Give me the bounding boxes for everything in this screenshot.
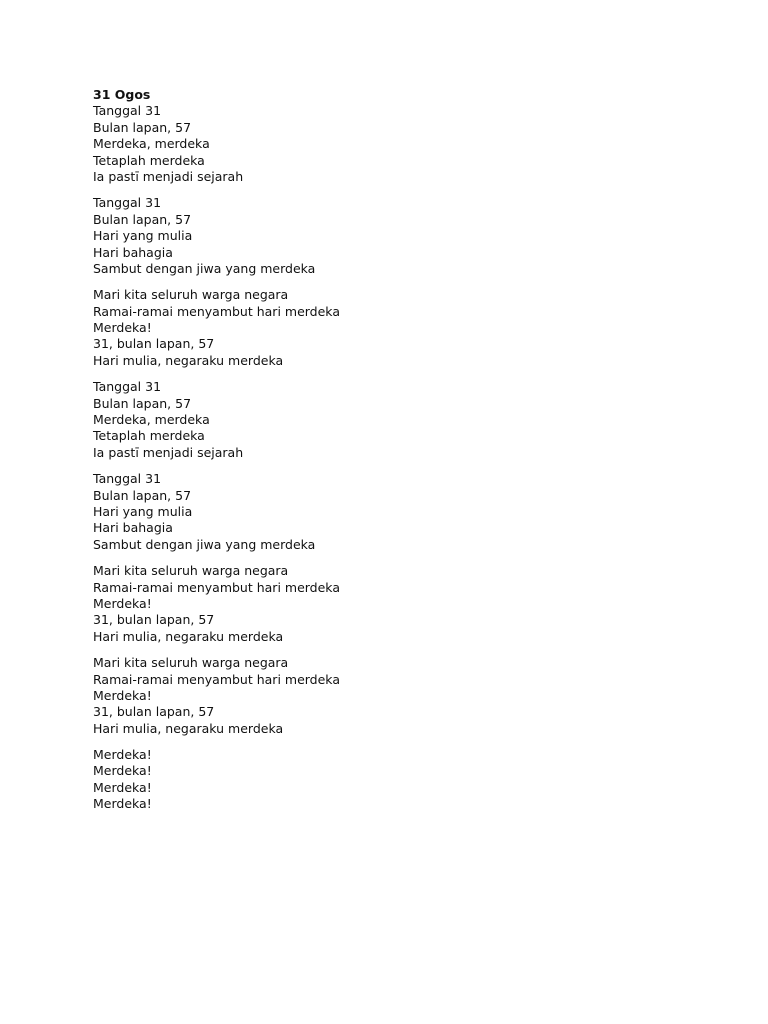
lyric-line: Hari yang mulia (93, 228, 193, 244)
lyric-line: Bulan lapan, 57 (93, 487, 192, 503)
lyric-line: Bulan lapan, 57 (93, 395, 192, 411)
lyric-line: Tetaplah merdeka (93, 152, 205, 168)
lyric-line: Merdeka, merdeka (93, 412, 210, 428)
lyric-line: Mari kita seluruh warga negara (93, 287, 289, 303)
lyrics-page (93, 87, 693, 823)
stanza-4 (93, 379, 693, 461)
lyric-line: Merdeka! (93, 779, 152, 795)
lyric-line: Tanggal 31 (93, 379, 162, 395)
lyric-line: Sambut dengan jiwa yang merdeka (93, 536, 316, 552)
lyric-line: Merdeka! (93, 796, 152, 812)
lyric-line: Merdeka, merdeka (93, 136, 210, 152)
lyric-line: Merdeka! (93, 595, 152, 611)
stanza-8 (93, 747, 693, 813)
lyrics-body (93, 103, 693, 812)
lyric-line: Hari mulia, negaraku merdeka (93, 628, 284, 644)
lyric-line: Hari bahagia (93, 244, 173, 260)
song-title: 31 Ogos (93, 87, 151, 102)
lyric-line: Hari bahagia (93, 520, 173, 536)
lyric-line: Ramai-ramai menyambut hari merdeka (93, 303, 340, 319)
lyric-line: Mari kita seluruh warga negara (93, 563, 289, 579)
lyric-line: 31, bulan lapan, 57 (93, 336, 215, 352)
lyric-line: Ramai-ramai menyambut hari merdeka (93, 579, 340, 595)
lyric-line: Hari mulia, negaraku merdeka (93, 352, 284, 368)
lyric-line: Bulan lapan, 57 (93, 119, 192, 135)
lyric-line: 31, bulan lapan, 57 (93, 612, 215, 628)
stanza-2 (93, 195, 693, 277)
lyric-line: Ramai-ramai menyambut hari merdeka (93, 671, 340, 687)
lyric-line: Mari kita seluruh warga negara (93, 655, 289, 671)
lyric-line: Merdeka! (93, 747, 152, 763)
lyric-line: Ia pastī menjadi sejarah (93, 444, 244, 460)
lyric-line: Tanggal 31 (93, 103, 162, 119)
lyric-line: Bulan lapan, 57 (93, 211, 192, 227)
stanza-1 (93, 103, 693, 185)
stanza-7 (93, 655, 693, 737)
lyric-line: Ia pastī menjadi sejarah (93, 168, 244, 184)
lyric-line: Merdeka! (93, 687, 152, 703)
lyric-line: Sambut dengan jiwa yang merdeka (93, 260, 316, 276)
stanza-3 (93, 287, 693, 369)
lyric-line: Merdeka! (93, 320, 152, 336)
lyric-line: Tanggal 31 (93, 471, 162, 487)
lyric-line: Tanggal 31 (93, 195, 162, 211)
lyric-line: Tetaplah merdeka (93, 428, 205, 444)
stanza-5 (93, 471, 693, 553)
lyric-line: 31, bulan lapan, 57 (93, 704, 215, 720)
lyric-line: Hari mulia, negaraku merdeka (93, 720, 284, 736)
lyric-line: Merdeka! (93, 763, 152, 779)
stanza-6 (93, 563, 693, 645)
lyric-line: Hari yang mulia (93, 503, 193, 519)
